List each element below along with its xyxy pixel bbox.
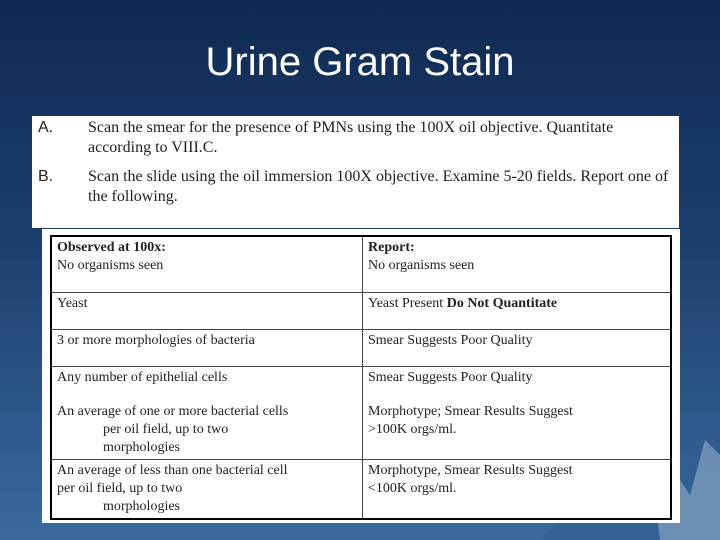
table-row — [51, 329, 671, 366]
observed-header: Observed at 100x: — [57, 240, 166, 255]
report-text: Morphotype, Smear Results Suggest — [368, 462, 573, 478]
report-text: >100K orgs/ml. — [368, 421, 457, 437]
observed-text: An average of one or more bacterial cells — [57, 403, 289, 419]
report-text: Smear Suggests Poor Quality — [368, 369, 533, 385]
observed-text: An average of less than one bacterial cell — [57, 462, 288, 478]
observed-text: per oil field, up to two — [103, 421, 229, 437]
observed-cell: 3 or more morphologies of bacteria — [51, 329, 363, 366]
table-header-row — [51, 236, 671, 292]
report-header-cell — [363, 236, 672, 292]
observed-text: morphologies — [103, 498, 180, 514]
observed-text: per oil field, up to two — [57, 480, 183, 496]
instructions-panel — [32, 116, 679, 228]
table-row — [51, 292, 671, 329]
observed-text: Any number of epithelial cells — [57, 369, 228, 385]
step-b — [38, 167, 671, 207]
report-text-bold: Do Not Quantitate — [446, 295, 558, 311]
table-row — [51, 366, 671, 459]
step-a — [38, 118, 671, 158]
observed-cell: Yeast — [51, 292, 363, 329]
report-cell — [363, 366, 672, 459]
table-row — [51, 459, 671, 519]
step-text: Scan the smear for the presence of PMNs using the 100X oil objective. Quantitate according to VIII.C. — [88, 119, 614, 156]
slide-title: Urine Gram Stain — [205, 40, 515, 84]
step-text: Scan the slide using the oil immersion 100X objective. Examine 5-20 fields. Report one of the following. — [88, 168, 669, 205]
report-cell — [363, 459, 672, 519]
report-table-panel — [42, 229, 680, 523]
observed-text: morphologies — [103, 439, 180, 455]
report-table — [50, 235, 672, 520]
report-text: Morphotype; Smear Results Suggest — [368, 403, 573, 419]
report-text: <100K orgs/ml. — [368, 480, 457, 496]
report-text: Yeast Present — [368, 295, 447, 311]
observed-header-value: No organisms seen — [57, 258, 164, 273]
step-letter: B. — [38, 168, 54, 185]
observed-cell — [51, 366, 363, 459]
observed-cell — [51, 459, 363, 519]
report-cell — [363, 292, 672, 329]
observed-header-cell — [51, 236, 363, 292]
report-header: Report: — [368, 240, 415, 255]
step-letter: A. — [38, 119, 54, 136]
report-header-value: No organisms seen — [368, 258, 475, 273]
report-cell: Smear Suggests Poor Quality — [363, 329, 672, 366]
